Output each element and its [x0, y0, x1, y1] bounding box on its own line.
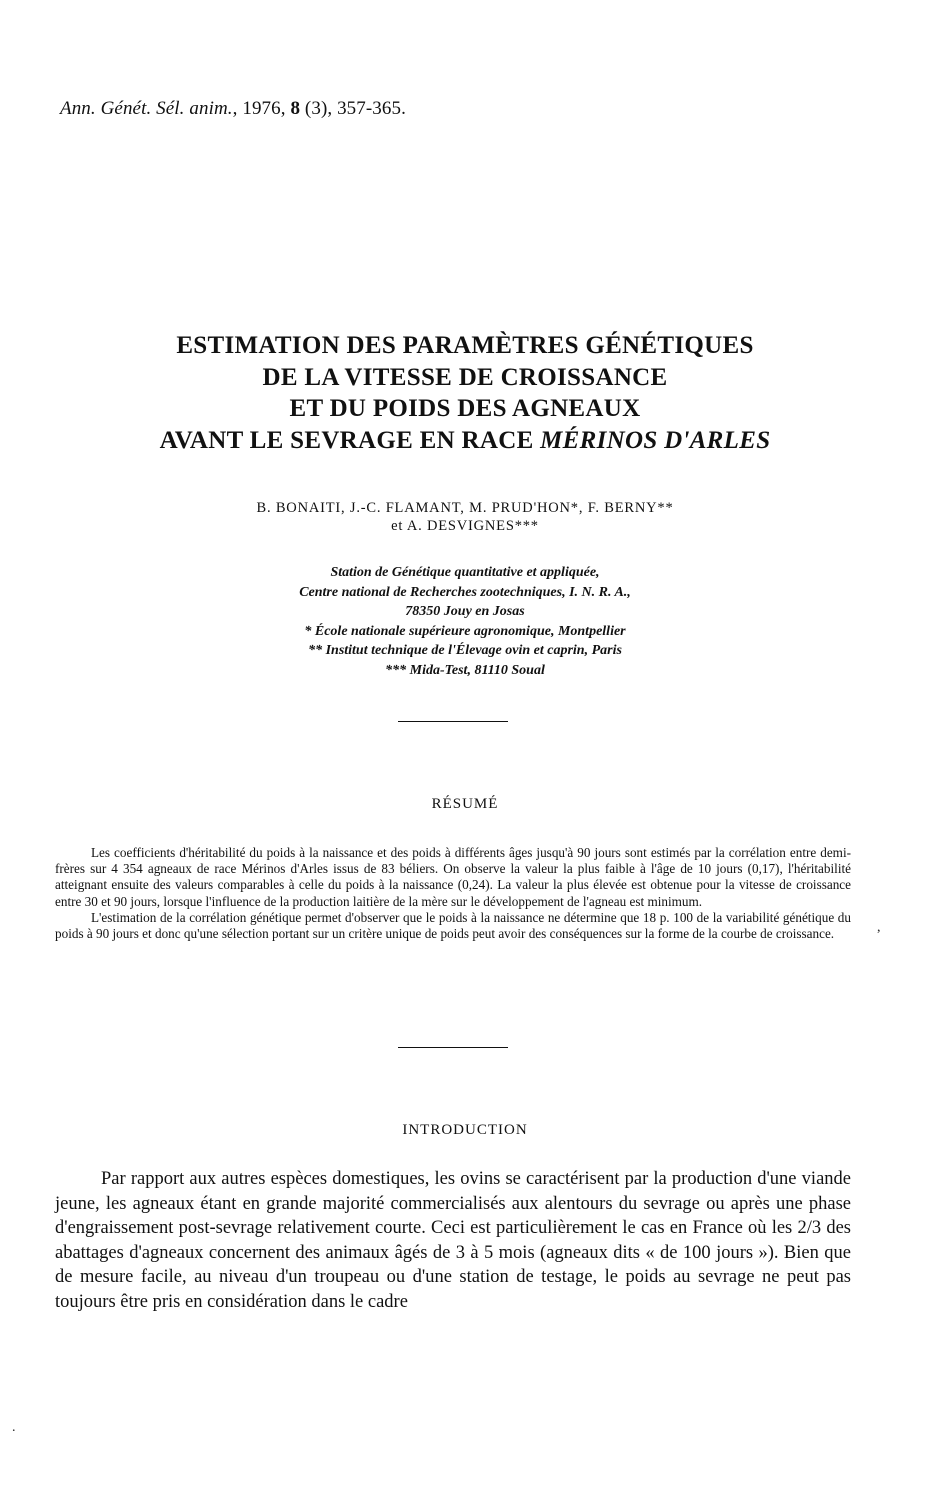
affiliation-line: ** Institut technique de l'Élevage ovin et caprin, Paris	[308, 643, 622, 658]
affiliation-line: * École nationale supérieure agronomique, Montpellier	[304, 623, 626, 639]
title-line: ET DU POIDS DES AGNEAUX	[289, 395, 641, 422]
title-line: DE LA VITESSE DE CROISSANCE	[262, 363, 668, 391]
citation-year: , 1976,	[232, 98, 291, 119]
abstract-text	[55, 845, 851, 942]
margin-mark: .	[12, 1420, 16, 1435]
citation-volume: 8	[290, 98, 301, 119]
affiliation-line: Centre national de Recherches zootechniques, I. N. R. A.,	[299, 584, 631, 600]
separator-rule	[398, 721, 508, 722]
article-title	[60, 330, 870, 456]
margin-mark: ,	[877, 920, 881, 935]
abstract-paragraph: Les coefficients d'héritabilité du poids à la naissance et des poids à différents âges jusqu'à 90 jours sont estimés par la corrélation entre demi-frères sur 4 354 agneaux de race Mérinos d'Arles issus de 83 béliers. On observe la valeur la plus faible à l'âge de 10 jours (0,17), l'héritabilité atteignant ensuite des valeurs comparables à celle du poids à la naissance (0,24). La valeur la plus élevée est obtenue pour la vitesse de croissance entre 30 et 90 jours, lorsque l'influence de la production laitière de la mère sur le développement de l'agneau est minimum.	[55, 845, 851, 909]
abstract-heading: RÉSUMÉ	[431, 796, 499, 812]
affiliation-line: 78350 Jouy en Josas	[405, 604, 525, 619]
abstract-paragraph: L'estimation de la corrélation génétique permet d'observer que le poids à la naissance ne détermine que 18 p. 100 de la variabilité génétique du poids à 90 jours et donc qu'une sélection portant sur un critère unique de poids peut avoir des conséquences sur la forme de la courbe de croissance.	[55, 909, 851, 942]
citation-pages: (3), 357-365.	[300, 98, 406, 119]
title-line: ESTIMATION DES PARAMÈTRES GÉNÉTIQUES	[176, 332, 754, 359]
body-paragraph: Par rapport aux autres espèces domestiques, les ovins se caractérisent par la production d'une viande jeune, les agneaux étant en grande majorité commercialisés aux alentours du sevrage ou après une phase d'engraissement post-sevrage relativement courte. Ceci est particulièrement le cas en France où les 2/3 des abattages d'agneaux concernent des animaux âgés de 3 à 5 mois (agneaux dits « de 100 jours »). Bien que de mesure facile, au niveau d'un troupeau ou d'une station de testage, le poids au sevrage ne peut pas toujours être pris en considération dans le cadre	[55, 1169, 851, 1312]
affiliations	[60, 563, 870, 680]
introduction-text	[55, 1167, 851, 1315]
separator-rule	[398, 1047, 508, 1048]
journal-citation	[60, 98, 406, 120]
title-line-prefix: AVANT LE SEVRAGE EN RACE	[159, 426, 541, 454]
title-line	[60, 425, 870, 457]
introduction-heading: INTRODUCTION	[402, 1122, 528, 1138]
author-list	[60, 499, 870, 535]
journal-name: Ann. Génét. Sél. anim.	[60, 98, 233, 119]
authors-line: B. BONAITI, J.-C. FLAMANT, M. PRUD'HON*, F. BERNY**	[256, 500, 674, 516]
affiliation-line: Station de Génétique quantitative et appliquée,	[330, 565, 600, 580]
affiliation-line: *** Mida-Test, 81110 Soual	[385, 662, 545, 678]
authors-line: et A. DESVIGNES***	[391, 518, 539, 534]
title-breed-name: MÉRINOS D'ARLES	[540, 426, 771, 454]
